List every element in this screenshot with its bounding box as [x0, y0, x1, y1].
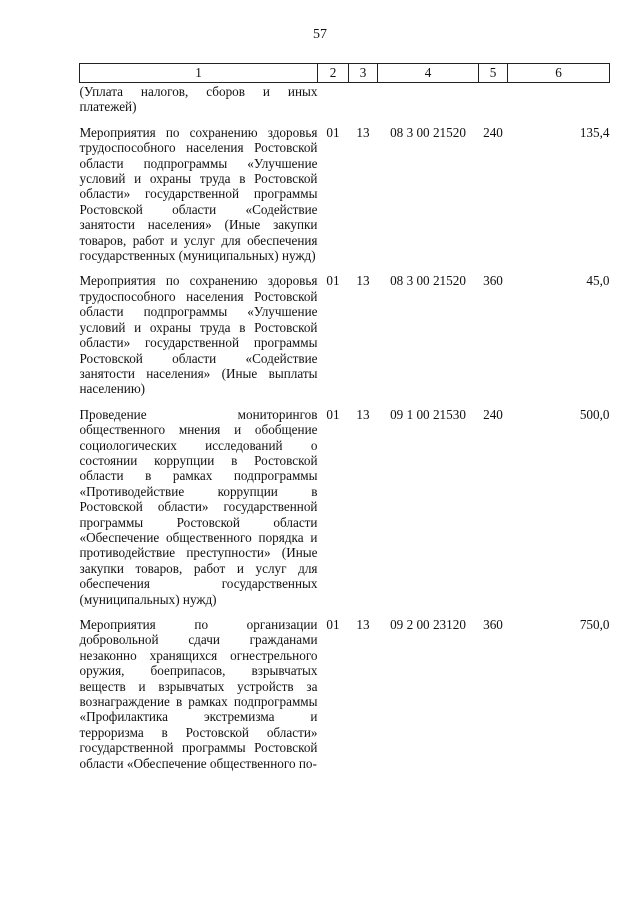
row-target-article: 09 1 00 21530 [390, 406, 466, 422]
row-target-article: 08 3 00 21520 [390, 273, 466, 289]
column-header: 2 [318, 64, 349, 83]
row-amount: 135,4 [579, 124, 610, 140]
row-expense-type [479, 83, 508, 115]
row-description: Мероприятия по сохранению здоровья трудоспособного населения Ростовской области подпрограммы «Улучшение условий и охраны труда в Ростовской области» государственной программы Ростовской области «Содействие занятости населения» (Иные выплаты населению) [79, 273, 318, 397]
column-header: 1 [80, 64, 318, 83]
row-subsection-code: 13 [356, 124, 370, 140]
page-number: 57 [313, 27, 327, 42]
row-target-article: 08 3 00 21520 [390, 124, 466, 140]
table-row [80, 607, 610, 771]
row-description: Проведение мониторингов общественного мнения и обобщение социологических исследований о состоянии коррупции в Ростовской области в рамках подпрограммы «Противодействие коррупции в Ростовской области» государственной программы Ростовской области «Обеспечение общественного порядка и противодействие преступности» (Иные закупки товаров, работ и услуг для обеспечения государственных (муниципальных) нужд) [79, 406, 318, 607]
row-target-article: 09 2 00 23120 [390, 617, 466, 632]
row-description: Мероприятия по сохранению здоровья трудоспособного населения Ростовской области подпрограммы «Улучшение условий и охраны труда в Ростовской области» государственной программы Ростовской области «Содействие занятости населения» (Иные закупки товаров, работ и услуг для обеспечения государственных (муниципальных) нужд) [79, 124, 318, 264]
row-expense-type: 240 [483, 124, 503, 140]
table-row [80, 397, 610, 607]
row-amount: 500,0 [579, 406, 610, 422]
row-subsection-code [349, 83, 378, 115]
row-target-article [378, 83, 479, 115]
row-amount: 45,0 [586, 273, 610, 289]
row-section-code: 01 [326, 617, 340, 632]
row-expense-type: 360 [483, 273, 503, 289]
column-header: 5 [479, 64, 508, 83]
row-subsection-code: 13 [356, 617, 370, 632]
column-header: 4 [378, 64, 479, 83]
row-section-code: 01 [326, 124, 340, 140]
row-subsection-code: 13 [356, 273, 370, 289]
column-header: 3 [349, 64, 378, 83]
row-section-code [318, 83, 349, 115]
table-header-row [80, 64, 610, 83]
row-description: (Уплата налогов, сборов и иных платежей) [79, 84, 318, 115]
table-row [80, 83, 610, 115]
row-section-code: 01 [326, 406, 340, 422]
budget-table [79, 63, 610, 771]
row-description: Мероприятия по организации добровольной сдачи гражданами незаконно хранящихся огнестрельного оружия, боеприпасов, взрывчатых веществ и взрывчатых устройств за вознаграждение в рамках подпрограммы «Профилактика экстремизма и терроризма в Ростовской области» государственной программы Ростовской области «Обеспечение общественного по- [79, 617, 318, 771]
row-section-code: 01 [326, 273, 340, 289]
table-row [80, 263, 610, 396]
row-expense-type: 360 [483, 617, 503, 632]
row-amount [508, 83, 610, 115]
row-amount: 750,0 [579, 617, 610, 632]
column-header: 6 [508, 64, 610, 83]
row-subsection-code: 13 [356, 406, 370, 422]
table-row [80, 115, 610, 264]
row-expense-type: 240 [483, 406, 503, 422]
